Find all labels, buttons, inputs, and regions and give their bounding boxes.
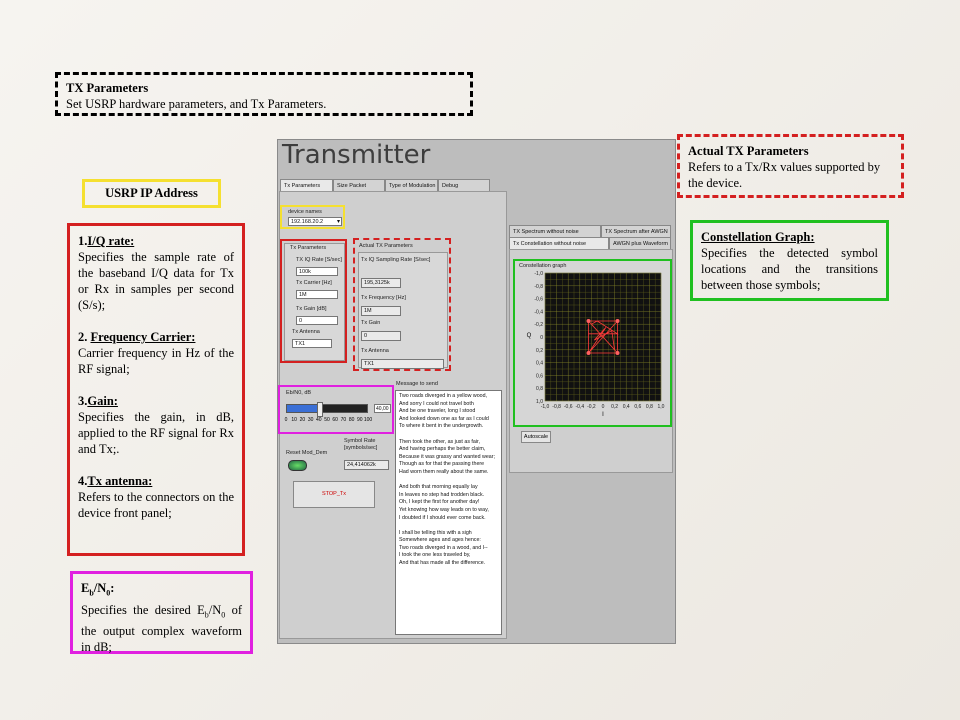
tab-tx-parameters[interactable]: Tx Parameters [280,179,333,191]
frequency-carrier-item: 2. Frequency Carrier: Carrier frequency in Hz of the RF signal; [78,330,234,376]
stop-tx-button[interactable]: STOP_Tx [293,481,375,508]
reset-label: Reset Mod_Dem [286,450,328,456]
message-line [399,522,498,530]
iq-parameters-callout [67,223,245,556]
x-tick-label: -1,0 [540,404,550,410]
x-tick-label: 0,6 [634,404,642,410]
slider-tick-label: 90 [357,417,363,423]
tx-parameters-group [280,239,347,363]
graph-title: Constellation graph [519,263,567,269]
x-axis-label: I [602,412,604,418]
message-line: And be one traveler, long I stood [399,408,476,415]
frequency-carrier-heading: Frequency Carrier: [90,330,196,344]
slider-tick-label: 30 [307,417,314,423]
actual-iq-value: 195,3125k [361,278,401,288]
actual-tx-title: Actual TX Parameters [688,144,809,158]
device-names-select[interactable]: 192.168.20.2 ▾ [288,217,342,226]
x-tick-label: 1,0 [657,404,665,410]
y-tick-label: -0,4 [534,309,543,316]
x-tick-label: 0,4 [622,404,630,410]
window-title: Transmitter [282,140,431,170]
slider-tick-label: 0 [284,417,288,423]
message-line [399,477,498,485]
actual-tx-label: Actual TX Parameters [359,243,413,249]
message-line: To where it bent in the undergrowth. [399,423,484,430]
message-line: Somewhere ages and ages hence: [399,537,481,544]
y-tick-label: -0,2 [534,322,543,329]
symbol-rate-value: 24,414062k [344,460,389,470]
iq-rate-item: 1.I/Q rate: Specifies the sample rate of the baseband I/Q data for Tx or Rx in samples per second (S/s); [78,234,234,312]
device-names-label: device names [288,209,322,215]
tab-tx-constellation[interactable]: Tx Constellation without noise [509,237,609,249]
iq-rate-heading: I/Q rate: [87,234,135,248]
message-line: Oh, I kept the first for another day! [399,499,480,506]
gain-heading: Gain: [87,394,118,408]
constellation-title: Constellation Graph: [701,230,815,244]
message-line: And looked down one as far as I could [399,415,489,422]
tx-parameters-label: Tx Parameters [290,245,327,251]
slider-tick-label: 20 [299,417,306,423]
slider-tick-label: 50 [324,417,330,423]
y-tick-label: 0,2 [536,347,543,354]
y-tick-label: 0,8 [536,386,543,393]
actual-gain-value: 0 [361,331,401,341]
x-tick-label: 0,8 [645,404,653,410]
actual-tx-desc: Refers to a Tx/Rx values supported by the device. [688,160,881,190]
iq-rate-input[interactable]: 100k [296,267,338,276]
message-line: Though as for that the passing there [399,461,485,468]
tx-antenna-heading: Tx antenna: [87,474,153,488]
constellation-callout [690,220,889,301]
y-tick-label: -0,8 [534,283,543,290]
actual-antenna-label: Tx Antenna [361,348,389,354]
x-tick-label: -0,2 [587,404,596,410]
reset-toggle[interactable] [288,460,307,471]
iq-rate-label: TX IQ Rate [S/sec] [296,257,342,263]
ebn0-value[interactable]: 40,00 [374,404,391,413]
frequency-carrier-body: Carrier frequency in Hz of the RF signal; [78,346,234,376]
slider-tick-label: 70 [340,417,347,423]
slider-handle[interactable] [317,402,323,417]
usrp-ip-callout [82,179,221,208]
tx-parameters-title: TX Parameters [66,81,149,95]
x-tick-label: 0,2 [611,404,619,410]
actual-gain-label: Tx Gain [361,320,381,326]
tab-tx-spectrum-after-awgn[interactable]: TX Spectrum after AWGN [601,225,671,237]
tab-tx-spectrum-without-noise[interactable]: TX Spectrum without noise [509,225,601,237]
ebn0-body: Specifies the desired $E_b/N_0$ of the output complex waveform in dB; [81,602,242,654]
constellation-desc: Specifies the detected symbol locations and the transitions between those symbols; [701,246,878,292]
constellation-point [616,319,620,323]
actual-tx-callout [677,134,904,198]
actual-freq-value: 1M [361,306,401,316]
message-line: Then took the other, as just as fair, [399,438,480,445]
constellation-point [587,319,591,323]
usrp-ip-title: USRP IP Address [105,186,198,200]
symbol-rate-label: Symbol Rate [symbols/sec] [344,438,378,451]
gain-input[interactable]: 0 [296,316,338,325]
x-tick-label: -0,4 [575,404,585,410]
message-line: Two roads diverged in a yellow wood, [399,393,488,399]
message-label: Message to send [396,381,438,387]
message-line: Yet knowing how way leads on to way, [399,506,489,513]
tx-parameters-callout [55,72,473,116]
tab-size-packet[interactable]: Size Packet [333,179,385,191]
message-line: Two roads diverged in a wood, and I-- [399,544,488,551]
message-line: And having perhaps the better claim, [399,446,486,453]
constellation-point [587,351,591,355]
tab-debug[interactable]: Debug [438,179,490,191]
carrier-label: Tx Carrier [Hz] [296,280,332,286]
tab-type-of-modulation[interactable]: Type of Modulation [385,179,438,191]
iq-rate-body: Specifies the sample rate of the baseband I/Q data for Tx or Rx in samples per second (S/s); [78,250,234,312]
actual-iq-label: Tx IQ Sampling Rate [S/sec] [361,257,431,263]
actual-antenna-value: TX1 [361,359,444,369]
message-line: Because it was grassy and wanted wear; [399,453,495,460]
y-axis-label: Q [526,333,532,339]
gain-body: Specifies the gain, in dB, applied to the RF signal for Rx and Tx;. [78,410,234,456]
x-tick-label: -0,8 [552,404,561,410]
tx-antenna-item: 4.Tx antenna: Refers to the connectors on the device front panel; [78,474,234,520]
ebn0-heading: $E_b/N_0$: [81,581,115,598]
ebn0-group [278,385,394,434]
message-line [399,431,498,439]
message-textbox[interactable] [395,390,502,635]
slider-tick-label: 60 [332,417,338,423]
message-line: In leaves no step had trodden black. [399,491,485,498]
slider-tick-label: 80 [348,417,355,423]
y-tick-label: 1,0 [536,399,543,405]
antenna-label: Tx Antenna [292,329,320,335]
ebn0-callout [70,571,253,654]
chevron-down-icon: ▾ [336,219,340,225]
slider-tick-label: 40 [316,417,322,423]
y-tick-label: 0,4 [536,360,543,367]
ebn0-slider[interactable] [286,404,368,413]
slider-tick-label: 100 [363,417,373,423]
slider-tick-label: 10 [291,417,297,423]
actual-tx-group [353,238,451,371]
message-line: And both that morning equally lay [399,484,478,491]
carrier-input[interactable]: 1M [296,290,338,299]
constellation-graph[interactable] [515,261,670,423]
y-tick-label: -0,6 [534,296,543,303]
transmitter-window [277,139,676,644]
autoscale-button[interactable]: Autoscale [521,431,551,443]
y-tick-label: 0 [540,335,543,341]
message-line: I took the one less traveled by, [399,552,471,559]
gain-item: 3.Gain: Specifies the gain, in dB, applied to the RF signal for Rx and Tx;. [78,394,234,456]
x-tick-label: -0,6 [563,404,573,410]
gain-label: Tx Gain [dB] [296,306,327,312]
device-names-group [280,205,345,229]
x-tick-label: 0 [601,404,605,410]
y-tick-label: 0,6 [536,373,543,380]
slider-ticks [284,417,373,425]
message-line: And sorry I could not travel both [399,400,474,407]
message-line: I shall be telling this with a sigh [399,529,472,536]
tx-antenna-body: Refers to the connectors on the device front panel; [78,490,234,520]
constellation-group [513,259,672,427]
antenna-select[interactable]: TX1 [292,339,332,348]
tx-parameters-desc: Set USRP hardware parameters, and Tx Parameters. [66,97,327,111]
message-line: I doubted if I should ever come back. [399,514,486,521]
message-line: Had worn them really about the same. [399,468,489,475]
y-tick-label: -1,0 [534,271,543,277]
message-line: And that has made all the difference. [399,560,486,567]
ebn0-label: Eb/N0, dB [286,390,312,396]
constellation-point [616,351,620,355]
tab-awgn-plus-waveform[interactable]: AWGN plus Waveform [609,237,671,249]
actual-freq-label: Tx Frequency [Hz] [361,295,406,301]
